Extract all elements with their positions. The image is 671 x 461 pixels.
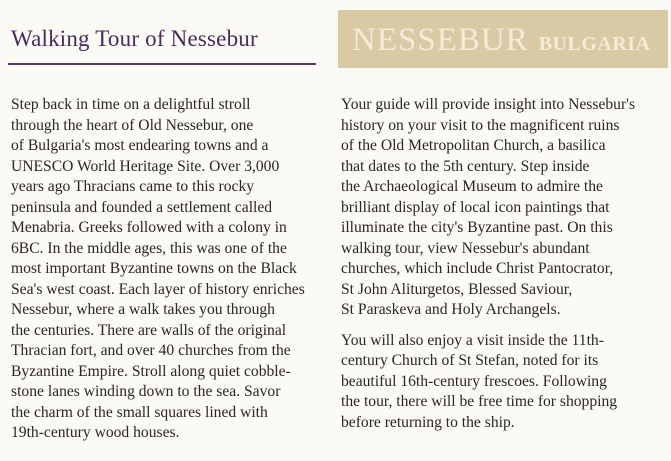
title-underline <box>8 63 316 65</box>
text-line: walking tour, view Nessebur's abundant <box>341 239 590 257</box>
text-line: Menabria. Greeks followed with a colony in <box>11 219 287 236</box>
text-line: Thracian fort, and over 40 churches from the <box>11 342 291 359</box>
text-line: that dates to the 5th century. Step inside <box>341 157 590 175</box>
text-line: through the heart of Old Nessebur, one <box>11 116 254 134</box>
text-line: Your guide will provide insight into Nessebur's <box>341 96 636 113</box>
text-line: of Bulgaria's most endearing towns and a <box>11 137 269 154</box>
text-line: illuminate the city's Byzantine past. On this <box>341 219 613 236</box>
text-line: stone lanes winding down to the sea. Savor <box>11 383 281 400</box>
right-column-text <box>341 95 666 433</box>
text-line: before returning to the ship. <box>341 413 515 431</box>
text-line: Byzantine Empire. Stroll along quiet cobble- <box>11 362 291 380</box>
text-line: the tour, there will be free time for shopping <box>341 393 618 410</box>
text-line: the Archaeological Museum to admire the <box>341 178 603 195</box>
banner-country-name: BULGARIA <box>538 33 651 55</box>
text-line: history on your visit to the magnificent ruins <box>341 116 620 134</box>
text-line: Step back in time on a delightful stroll <box>11 96 251 113</box>
text-line: the centuries. There are walls of the original <box>11 321 287 339</box>
text-line: years ago Thracians came to this rocky <box>11 178 255 195</box>
text-line: 19th-century wood houses. <box>11 424 180 441</box>
text-line: the charm of the small squares lined with <box>11 403 268 421</box>
text-line: Nessebur, where a walk takes you through <box>11 301 275 318</box>
text-line: Sea's west coast. Each layer of history enriches <box>11 280 305 298</box>
text-line: You will also enjoy a visit inside the 11th- <box>341 331 604 349</box>
text-line: peninsula and founded a settlement called <box>11 198 273 216</box>
paragraph-church-visit <box>341 331 666 434</box>
text-line: century Church of St Stefan, noted for its <box>341 352 599 369</box>
text-line: St John Aliturgetos, Blessed Saviour, <box>341 280 573 298</box>
text-line: beautiful 16th-century frescoes. Following <box>341 372 607 390</box>
page-title: Walking Tour of Nessebur <box>11 26 258 51</box>
text-line: brilliant display of local icon paintings that <box>341 198 610 216</box>
text-line: most important Byzantine towns on the Black <box>11 260 297 277</box>
text-line: of the Old Metropolitan Church, a basilica <box>341 137 606 154</box>
destination-banner <box>338 10 668 68</box>
banner-town-name: NESSEBUR <box>352 22 529 58</box>
text-line: 6BC. In the middle ages, this was one of the <box>11 239 287 257</box>
text-line: churches, which include Christ Pantocrator, <box>341 260 614 277</box>
paragraph-tour-highlights <box>341 95 666 321</box>
left-column-text <box>11 95 329 444</box>
paragraph-spacer <box>341 321 666 331</box>
text-line: UNESCO World Heritage Site. Over 3,000 <box>11 157 280 175</box>
text-line: St Paraskeva and Holy Archangels. <box>341 301 561 318</box>
